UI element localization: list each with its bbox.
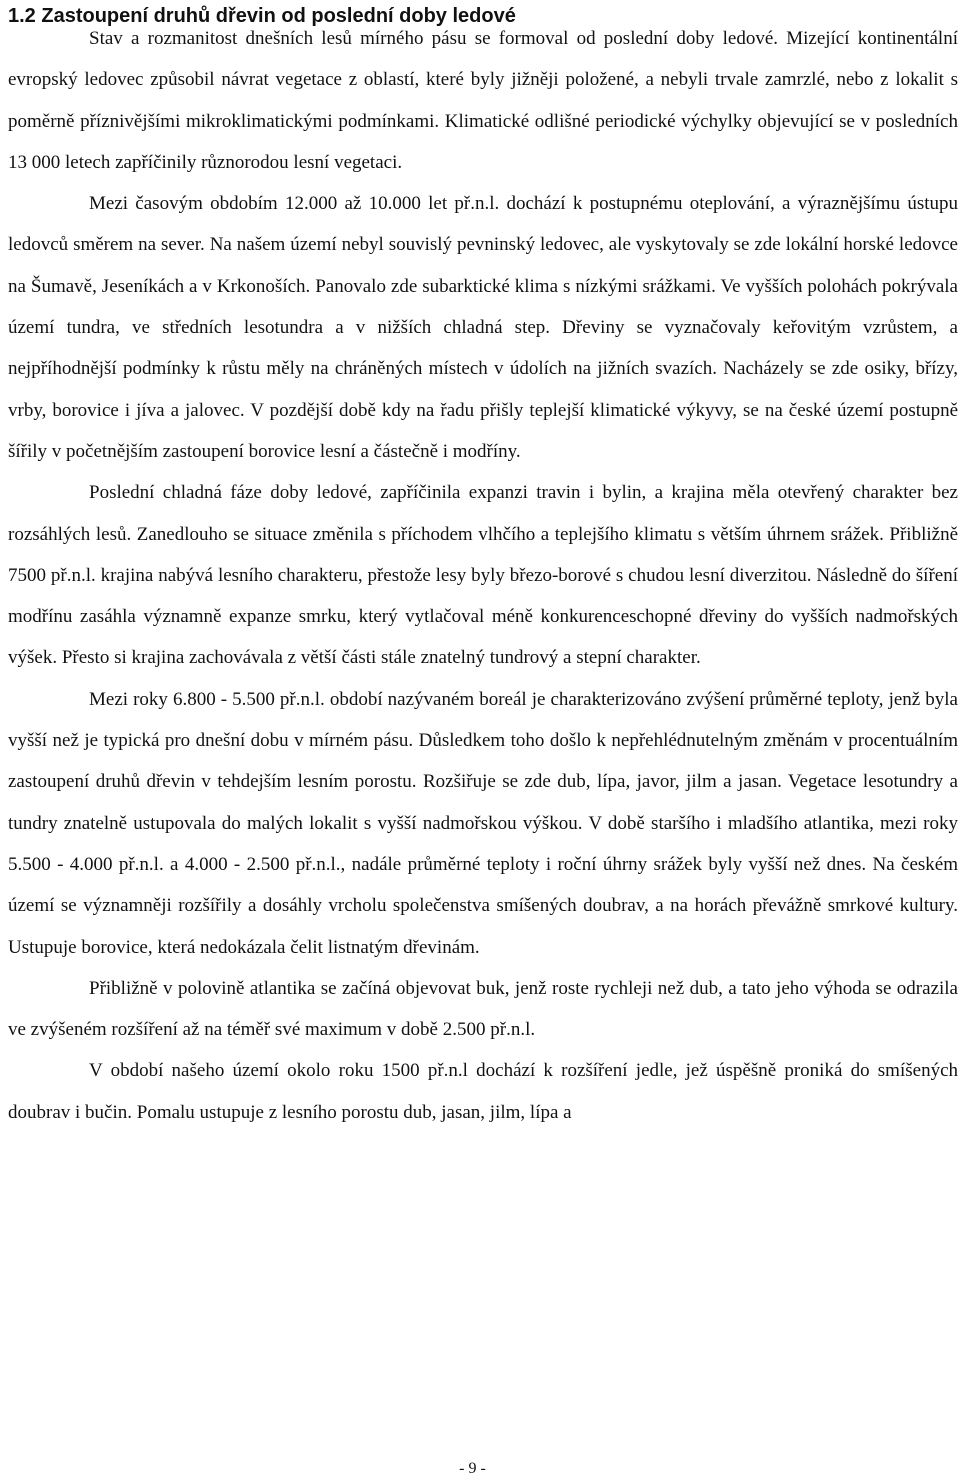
paragraph-3: Poslední chladná fáze doby ledové, zapříčinila expanzi travin i bylin, a krajina měla otevřený charakter bez rozsáhlých lesů. Zanedlouho se situace změnila s příchodem vlhčího a teplejšího klimatu s větším úhrnem srážek. Přibližně 7500 př.n.l. krajina nabývá lesního charakteru, přestože lesy byly březo-borové s chudou lesní diverzitou. Následně do šíření modřínu zasáhla významně expanze smrku, který vytlačoval méně konkurenceschopné dřeviny do vyšších nadmořských výšek. Přesto si krajina zachovávala z větší části stále znatelný tundrový a stepní charakter. xyxy=(8,482,958,669)
paragraph-4: Mezi roky 6.800 - 5.500 př.n.l. období nazývaném boreál je charakterizováno zvýšení průměrné teploty, jenž byla vyšší než je typická pro dnešní dobu v mírném pásu. Důsledkem toho došlo k nepřehlédnutelným změnám v procentuálním zastoupení druhů dřevin v tehdejším lesním porostu. Rozšiřuje se zde dub, lípa, javor, jilm a jasan. Vegetace lesotundry a tundry znatelně ustupovala do malých lokalit s vyšší nadmořskou výškou. V době staršího i mladšího atlantika, mezi roky 5.500 - 4.000 př.n.l. a 4.000 - 2.500 př.n.l., nadále průměrné teploty i roční úhrny srážek byly vyšší než dnes. Na českém území se významněji rozšířily a dosáhly vrcholu společenstva smíšených doubrav, a na horách převážně smrkové kultury. Ustupuje borovice, která nedokázala čelit listnatým dřevinám. xyxy=(8,688,958,958)
page-number: - 9 - xyxy=(459,1460,486,1477)
section-heading: 1.2 Zastoupení druhů dřevin od poslední doby ledové xyxy=(8,5,516,27)
paragraph-5: Přibližně v polovině atlantika se začíná objevovat buk, jenž roste rychleji než dub, a tato jeho výhoda se odrazila ve zvýšeném rozšíření až na téměř své maximum v době 2.500 př.n.l. xyxy=(8,977,958,1041)
body-text xyxy=(8,18,958,1133)
paragraph-6: V období našeho území okolo roku 1500 př.n.l dochází k rozšíření jedle, jež úspěšně proniká do smíšených doubrav i bučin. Pomalu ustupuje z lesního porostu dub, jasan, jilm, lípa a xyxy=(8,1060,958,1123)
paragraph-2: Mezi časovým obdobím 12.000 až 10.000 let př.n.l. dochází k postupnému oteplování, a výraznějšímu ústupu ledovců směrem na sever. Na našem území nebyl souvislý pevninský ledovec, ale vyskytovaly se zde lokální horské ledovce na Šumavě, Jeseníkách a v Krkonoších. Panovalo zde subarktické klima s nízkými srážkami. Ve vyšších polohách pokrývala území tundra, ve středních lesotundra a v nižších chladná step. Dřeviny se vyznačovaly keřovitým vzrůstem, a nejpříhodnější podmínky k růstu měly na chráněných místech v údolích na jižních svazích. Nacházely se zde osiky, břízy, vrby, borovice i jíva a jalovec. V pozdější době kdy na řadu přišly teplejší klimatické výkyvy, se na české území postupně šířily v početnějším zastoupení borovice lesní a částečně i modříny. xyxy=(8,193,958,462)
paragraph-1: Stav a rozmanitost dnešních lesů mírného pásu se formoval od poslední doby ledové. Mizející kontinentální evropský ledovec způsobil návrat vegetace z oblastí, které byly jižněji položené, a nebyli trvale zamrzlé, nebo z lokalit s poměrně příznivějšími mikroklimatickými podmínkami. Klimatické odlišné periodické výchylky objevující se v posledních 13 000 letech zapříčinily různorodou lesní vegetaci. xyxy=(8,28,958,173)
